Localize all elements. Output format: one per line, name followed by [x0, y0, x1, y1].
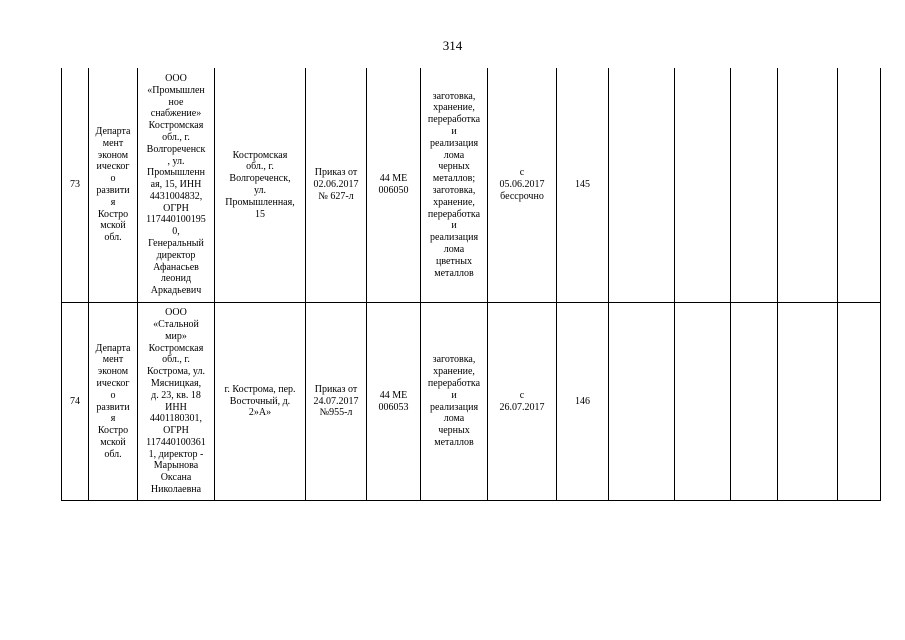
license-number-line: 44 МЕ — [379, 389, 408, 401]
empty-cell — [609, 303, 675, 501]
order-cell — [306, 303, 367, 501]
licensing-authority-line: Костро — [97, 208, 129, 220]
activity-type-line: переработка — [427, 377, 481, 389]
organization-line: д. 23, кв. 18 — [151, 389, 201, 401]
organization-line: 117440100195 — [146, 214, 206, 226]
organization-line: 4401180301, — [149, 413, 203, 425]
empty-cell — [731, 303, 778, 501]
table-row — [62, 303, 881, 501]
validity-period-line: 26.07.2017 — [499, 401, 545, 413]
activity-type-line: лома — [443, 413, 465, 425]
licensing-authority-cell — [89, 68, 138, 303]
validity-period-line: 05.06.2017 — [499, 179, 545, 191]
organization-cell — [138, 68, 215, 303]
licensing-authority-line: Костро — [97, 425, 129, 437]
organization-line: 1, директор - — [148, 448, 204, 460]
licensing-authority-line: о — [110, 389, 116, 401]
empty-cell — [778, 68, 838, 303]
address-line: 2»А» — [248, 407, 272, 419]
empty-cell — [675, 68, 731, 303]
address-line: обл., г. — [246, 161, 274, 173]
validity-period-cell — [488, 68, 557, 303]
organization-cell — [138, 303, 215, 501]
activity-type-line: заготовка, — [432, 354, 476, 366]
licensing-authority-line: развити — [96, 185, 130, 196]
activity-type-cell — [421, 303, 488, 501]
row-number-cell: 73 — [62, 68, 89, 303]
empty-cell — [675, 303, 731, 501]
activity-type-line: хранение, — [433, 102, 475, 114]
activity-type-line: лома — [443, 149, 465, 161]
organization-line: обл., г. — [162, 131, 190, 143]
activity-type-cell — [421, 68, 488, 303]
activity-type-line: лома — [443, 243, 465, 255]
organization-line: ОГРН — [163, 425, 189, 437]
organization-line: 0, — [172, 226, 180, 238]
license-number-cell — [367, 303, 421, 501]
registry-number-cell: 145 — [557, 68, 609, 303]
activity-type-line: заготовка, — [432, 185, 476, 196]
activity-type-line: цветных — [436, 255, 472, 267]
order-line: Приказ от — [314, 383, 358, 395]
table-row — [62, 68, 881, 303]
empty-cell — [609, 68, 675, 303]
organization-line: директор — [156, 249, 196, 261]
activity-type-line: металлов — [434, 436, 474, 448]
row-number-cell: 74 — [62, 303, 89, 501]
organization-line: ООО — [165, 307, 187, 319]
validity-period-line: бессрочно — [500, 190, 544, 202]
address-line: 15 — [255, 208, 265, 220]
address-line: Восточный, д. — [229, 395, 291, 407]
order-line: №955-л — [319, 407, 353, 419]
licensing-authority-line: о — [110, 173, 116, 185]
validity-period-cell — [488, 303, 557, 501]
activity-type-line: переработка — [427, 114, 481, 126]
activity-type-line: металлов; — [432, 173, 476, 185]
address-cell — [215, 303, 306, 501]
organization-line: Волгореченск — [146, 143, 206, 155]
license-registry-table — [61, 68, 881, 501]
organization-line: Генеральный — [148, 238, 204, 250]
address-line: Костромская — [232, 149, 288, 161]
organization-line: ное — [168, 96, 184, 108]
organization-line: Костромская — [148, 342, 204, 354]
licensing-authority-line: Департа — [95, 126, 131, 138]
organization-line: Николаевна — [150, 484, 202, 496]
organization-line: Аркадьевич — [150, 285, 202, 297]
license-number-cell — [367, 68, 421, 303]
licensing-authority-cell — [89, 303, 138, 501]
address-line: Промышленная, — [225, 196, 295, 208]
empty-cell — [838, 303, 881, 501]
licensing-authority-line: эконом — [97, 366, 129, 378]
organization-line: обл., г. — [162, 354, 190, 366]
order-line: № 627-л — [318, 190, 354, 202]
address-cell — [215, 68, 306, 303]
activity-type-line: и — [451, 389, 457, 401]
licensing-authority-line: я — [110, 196, 116, 208]
license-number-line: 44 МЕ — [379, 173, 408, 185]
organization-line: Промышленн — [147, 167, 205, 179]
activity-type-line: реализация — [429, 137, 479, 149]
activity-type-line: реализация — [429, 232, 479, 244]
organization-line: Оксана — [160, 472, 192, 484]
organization-line: 117440100361 — [146, 436, 206, 448]
license-number-line: 006053 — [378, 401, 409, 413]
activity-type-line: черных — [438, 161, 470, 173]
address-line: ул. — [253, 185, 267, 196]
licensing-authority-line: мской — [100, 436, 126, 448]
address-line: г. Кострома, пер. — [224, 383, 296, 395]
licensing-authority-line: мской — [100, 220, 126, 232]
licensing-authority-line: обл. — [104, 448, 122, 460]
licensing-authority-line: развити — [96, 401, 130, 413]
activity-type-line: и — [451, 126, 457, 138]
organization-line: Марынова — [153, 460, 199, 472]
licensing-authority-line: обл. — [104, 232, 122, 244]
organization-line: ОГРН — [163, 202, 189, 214]
empty-cell — [838, 68, 881, 303]
organization-line: мир» — [165, 330, 187, 342]
order-line: 02.06.2017 — [313, 179, 359, 191]
organization-line: 4431004832, — [149, 190, 203, 202]
order-cell — [306, 68, 367, 303]
activity-type-line: заготовка, — [432, 90, 476, 102]
order-line: 24.07.2017 — [313, 395, 359, 407]
activity-type-line: реализация — [429, 401, 479, 413]
activity-type-line: хранение, — [433, 196, 475, 208]
activity-type-line: и — [451, 220, 457, 232]
licensing-authority-line: ическог — [96, 377, 130, 389]
organization-line: ООО — [165, 72, 187, 84]
organization-line: леонид — [160, 273, 192, 285]
organization-line: снабжение» — [150, 108, 202, 120]
licensing-authority-line: Департа — [95, 342, 131, 354]
organization-line: «Стальной — [153, 318, 199, 330]
organization-line: , ул. — [167, 155, 185, 167]
activity-type-line: черных — [438, 425, 470, 437]
activity-type-line: хранение, — [433, 366, 475, 378]
empty-cell — [778, 303, 838, 501]
organization-line: Афанасьев — [153, 261, 199, 273]
activity-type-line: переработка — [427, 208, 481, 220]
organization-line: ИНН — [165, 401, 187, 413]
order-line: Приказ от — [314, 167, 358, 179]
address-line: Волгореченск, — [229, 173, 291, 185]
organization-line: Костромская — [148, 120, 204, 132]
licensing-authority-line: мент — [102, 354, 124, 366]
licensing-authority-line: эконом — [97, 149, 129, 161]
organization-line: Кострома, ул. — [147, 366, 205, 378]
licensing-authority-line: мент — [102, 137, 124, 149]
licensing-authority-line: ическог — [96, 161, 130, 173]
registry-number-cell: 146 — [557, 303, 609, 501]
empty-cell — [731, 68, 778, 303]
activity-type-line: металлов — [434, 267, 474, 279]
page-number: 314 — [442, 38, 463, 53]
organization-line: Мясницкая, — [150, 377, 202, 389]
organization-line: «Промышлен — [147, 84, 205, 96]
validity-period-line: с — [519, 167, 525, 179]
license-number-line: 006050 — [378, 185, 409, 196]
licensing-authority-line: я — [110, 413, 116, 425]
organization-line: ая, 15, ИНН — [150, 179, 202, 191]
validity-period-line: с — [519, 389, 525, 401]
